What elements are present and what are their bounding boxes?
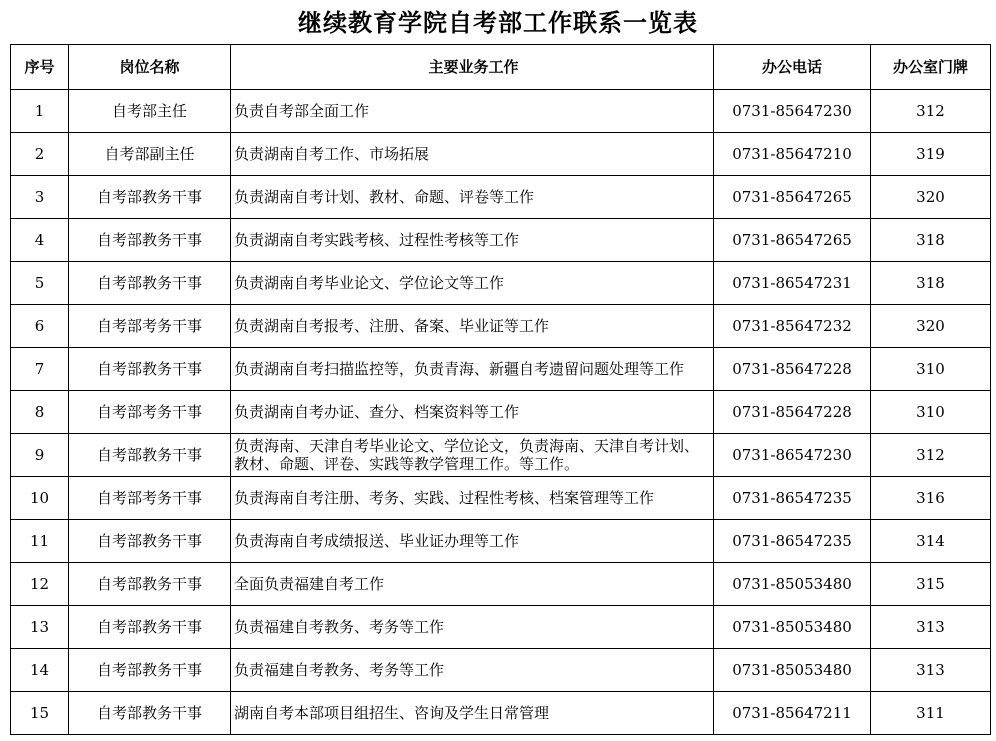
row-room-cell: 315 xyxy=(871,563,991,606)
column-header-phone: 办公电话 xyxy=(714,45,871,90)
row-room-cell: 318 xyxy=(871,219,991,262)
table-row xyxy=(11,563,991,606)
table-row xyxy=(11,649,991,692)
column-header-room: 办公室门牌 xyxy=(871,45,991,90)
table-row xyxy=(11,90,991,133)
row-position-cell: 自考部教务干事 xyxy=(69,434,231,477)
row-index-cell: 11 xyxy=(11,520,69,563)
table-row xyxy=(11,176,991,219)
row-room-cell: 319 xyxy=(871,133,991,176)
row-duties-cell: 负责福建自考教务、考务等工作 xyxy=(231,606,714,649)
row-room-cell: 316 xyxy=(871,477,991,520)
table-row xyxy=(11,219,991,262)
row-index-cell: 2 xyxy=(11,133,69,176)
table-row xyxy=(11,520,991,563)
row-index-cell: 13 xyxy=(11,606,69,649)
column-header-index: 序号 xyxy=(11,45,69,90)
row-phone-cell: 0731-85053480 xyxy=(714,563,871,606)
table-row xyxy=(11,133,991,176)
row-duties-cell: 负责湖南自考工作、市场拓展 xyxy=(231,133,714,176)
table-row xyxy=(11,348,991,391)
row-duties-cell: 湖南自考本部项目组招生、咨询及学生日常管理 xyxy=(231,692,714,735)
column-header-duties: 主要业务工作 xyxy=(231,45,714,90)
row-duties-cell: 负责海南自考成绩报送、毕业证办理等工作 xyxy=(231,520,714,563)
row-duties-cell: 全面负责福建自考工作 xyxy=(231,563,714,606)
row-duties-cell: 负责福建自考教务、考务等工作 xyxy=(231,649,714,692)
row-room-cell: 312 xyxy=(871,90,991,133)
row-index-cell: 15 xyxy=(11,692,69,735)
row-room-cell: 310 xyxy=(871,391,991,434)
row-index-cell: 7 xyxy=(11,348,69,391)
row-position-cell: 自考部教务干事 xyxy=(69,348,231,391)
row-room-cell: 312 xyxy=(871,434,991,477)
row-index-cell: 1 xyxy=(11,90,69,133)
row-index-cell: 5 xyxy=(11,262,69,305)
row-phone-cell: 0731-86547235 xyxy=(714,477,871,520)
row-position-cell: 自考部教务干事 xyxy=(69,176,231,219)
row-position-cell: 自考部教务干事 xyxy=(69,520,231,563)
row-phone-cell: 0731-85647228 xyxy=(714,391,871,434)
row-duties-cell: 负责海南自考注册、考务、实践、过程性考核、档案管理等工作 xyxy=(231,477,714,520)
row-position-cell: 自考部教务干事 xyxy=(69,692,231,735)
row-phone-cell: 0731-86547265 xyxy=(714,219,871,262)
row-room-cell: 318 xyxy=(871,262,991,305)
row-index-cell: 10 xyxy=(11,477,69,520)
row-index-cell: 9 xyxy=(11,434,69,477)
row-position-cell: 自考部考务干事 xyxy=(69,305,231,348)
row-index-cell: 4 xyxy=(11,219,69,262)
row-position-cell: 自考部考务干事 xyxy=(69,477,231,520)
row-position-cell: 自考部考务干事 xyxy=(69,391,231,434)
row-index-cell: 14 xyxy=(11,649,69,692)
row-phone-cell: 0731-85647230 xyxy=(714,90,871,133)
contact-table xyxy=(10,44,991,735)
row-phone-cell: 0731-86547231 xyxy=(714,262,871,305)
row-room-cell: 313 xyxy=(871,649,991,692)
table-row xyxy=(11,262,991,305)
row-phone-cell: 0731-85647265 xyxy=(714,176,871,219)
row-duties-cell: 负责海南、天津自考毕业论文、学位论文，负责海南、天津自考计划、教材、命题、评卷、实践等教学管理工作。等工作。 xyxy=(231,434,714,477)
row-position-cell: 自考部教务干事 xyxy=(69,262,231,305)
row-phone-cell: 0731-85647211 xyxy=(714,692,871,735)
row-phone-cell: 0731-85647228 xyxy=(714,348,871,391)
table-row xyxy=(11,391,991,434)
row-room-cell: 320 xyxy=(871,176,991,219)
row-duties-cell: 负责自考部全面工作 xyxy=(231,90,714,133)
table-row xyxy=(11,305,991,348)
row-phone-cell: 0731-85647210 xyxy=(714,133,871,176)
row-duties-cell: 负责湖南自考办证、查分、档案资料等工作 xyxy=(231,391,714,434)
row-index-cell: 8 xyxy=(11,391,69,434)
row-position-cell: 自考部教务干事 xyxy=(69,606,231,649)
table-row xyxy=(11,434,991,477)
row-room-cell: 311 xyxy=(871,692,991,735)
table-row xyxy=(11,692,991,735)
row-position-cell: 自考部教务干事 xyxy=(69,649,231,692)
table-row xyxy=(11,477,991,520)
row-index-cell: 6 xyxy=(11,305,69,348)
row-phone-cell: 0731-86547230 xyxy=(714,434,871,477)
row-duties-cell: 负责湖南自考实践考核、过程性考核等工作 xyxy=(231,219,714,262)
page-title: 继续教育学院自考部工作联系一览表 xyxy=(298,9,698,37)
row-phone-cell: 0731-85053480 xyxy=(714,606,871,649)
table-header-row xyxy=(11,45,991,90)
row-index-cell: 3 xyxy=(11,176,69,219)
row-position-cell: 自考部主任 xyxy=(69,90,231,133)
row-room-cell: 314 xyxy=(871,520,991,563)
row-phone-cell: 0731-85647232 xyxy=(714,305,871,348)
row-position-cell: 自考部教务干事 xyxy=(69,219,231,262)
row-phone-cell: 0731-85053480 xyxy=(714,649,871,692)
column-header-position: 岗位名称 xyxy=(69,45,231,90)
row-position-cell: 自考部副主任 xyxy=(69,133,231,176)
table-row xyxy=(11,606,991,649)
row-phone-cell: 0731-86547235 xyxy=(714,520,871,563)
row-position-cell: 自考部教务干事 xyxy=(69,563,231,606)
row-duties-cell: 负责湖南自考报考、注册、备案、毕业证等工作 xyxy=(231,305,714,348)
table-body xyxy=(11,90,991,735)
row-duties-cell: 负责湖南自考扫描监控等，负责青海、新疆自考遗留问题处理等工作 xyxy=(231,348,714,391)
row-duties-cell: 负责湖南自考毕业论文、学位论文等工作 xyxy=(231,262,714,305)
row-room-cell: 310 xyxy=(871,348,991,391)
row-room-cell: 313 xyxy=(871,606,991,649)
row-index-cell: 12 xyxy=(11,563,69,606)
row-room-cell: 320 xyxy=(871,305,991,348)
row-duties-cell: 负责湖南自考计划、教材、命题、评卷等工作 xyxy=(231,176,714,219)
